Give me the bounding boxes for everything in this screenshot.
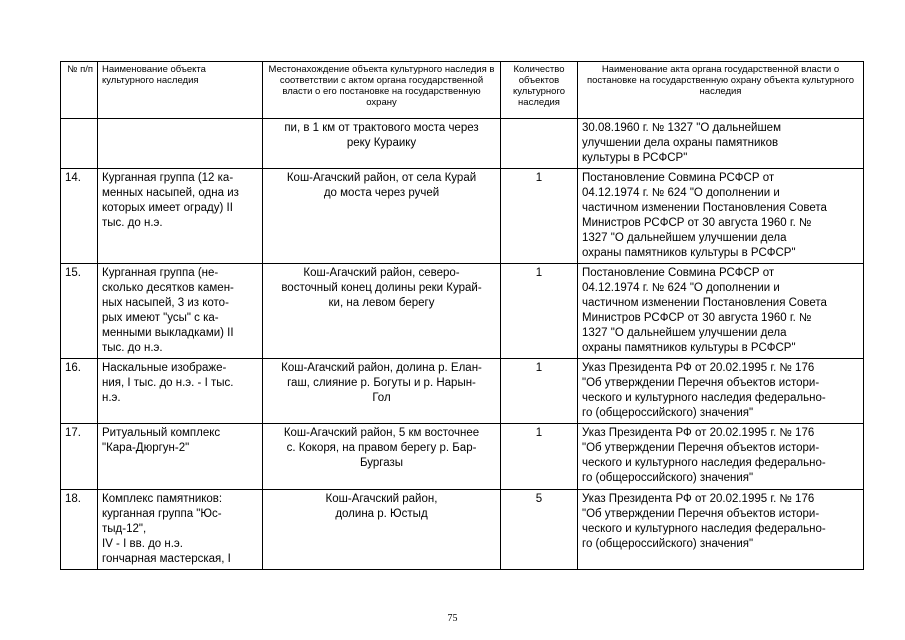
row-num: 16. bbox=[61, 359, 98, 424]
table-header-row bbox=[61, 62, 864, 119]
row-object-name: Комплекс памятников: курганная группа "Юс- тыд-12", IV - I вв. до н.э. гончарная мастерская, I bbox=[98, 490, 263, 570]
row-object-name: Наскальные изображе- ния, I тыс. до н.э. - I тыс. н.э. bbox=[98, 359, 263, 424]
page-number: 75 bbox=[447, 613, 458, 624]
row-num bbox=[61, 119, 98, 169]
table-row bbox=[61, 264, 864, 359]
row-object-name bbox=[98, 119, 263, 169]
table-row bbox=[61, 359, 864, 424]
row-object-count: 1 bbox=[501, 169, 578, 264]
row-num: 18. bbox=[61, 490, 98, 570]
table-row bbox=[61, 169, 864, 264]
header-num: № п/п bbox=[61, 62, 98, 119]
table-row bbox=[61, 424, 864, 490]
row-act-name: 30.08.1960 г. № 1327 "О дальнейшем улучшении дела охраны памятников культуры в РСФСР" bbox=[578, 119, 864, 169]
row-act-name: Указ Президента РФ от 20.02.1995 г. № 176 "Об утверждении Перечня объектов истори- ческого и культурного наследия федерально- го (общероссийского) значения" bbox=[578, 424, 864, 490]
row-location: Кош-Агачский район, 5 км восточнее с. Кокоря, на правом берегу р. Бар- Бургазы bbox=[263, 424, 501, 490]
table-row bbox=[61, 119, 864, 169]
row-object-name: Курганная группа (не- сколько десятков камен- ных насыпей, 3 из кото- рых имеют "усы" с ка- менными выкладками) II тыс. до н.э. bbox=[98, 264, 263, 359]
row-num: 15. bbox=[61, 264, 98, 359]
row-num: 17. bbox=[61, 424, 98, 490]
table-row bbox=[61, 490, 864, 570]
row-act-name: Постановление Совмина РСФСР от 04.12.1974 г. № 624 "О дополнении и частичном изменении Постановления Совета Министров РСФСР от 30 августа 1960 г. № 1327 "О дальнейшем улучшении дела охраны памятников культуры в РСФСР" bbox=[578, 169, 864, 264]
row-location: Кош-Агачский район, долина р. Юстыд bbox=[263, 490, 501, 570]
row-act-name: Постановление Совмина РСФСР от 04.12.1974 г. № 624 "О дополнении и частичном изменении Постановления Совета Министров РСФСР от 30 августа 1960 г. № 1327 "О дальнейшем улучшении дела охраны памятников культуры в РСФСР" bbox=[578, 264, 864, 359]
row-num: 14. bbox=[61, 169, 98, 264]
row-object-name: Курганная группа (12 ка- менных насыпей, одна из которых имеет ограду) II тыс. до н.э. bbox=[98, 169, 263, 264]
row-act-name: Указ Президента РФ от 20.02.1995 г. № 176 "Об утверждении Перечня объектов истори- ческого и культурного наследия федерально- го (общероссийского) значения" bbox=[578, 359, 864, 424]
row-object-name: Ритуальный комплекс "Кара-Дюргун-2" bbox=[98, 424, 263, 490]
row-object-count bbox=[501, 119, 578, 169]
header-object-count: Количество объектов культурного наследия bbox=[501, 62, 578, 119]
heritage-registry-table bbox=[60, 61, 864, 570]
header-location: Местонахождение объекта культурного наследия в соответствии с актом органа государственной власти о его постановке на государственную охрану bbox=[263, 62, 501, 119]
header-act-name: Наименование акта органа государственной власти о постановке на государственную охрану объекта культурного наследия bbox=[578, 62, 864, 119]
row-object-count: 5 bbox=[501, 490, 578, 570]
row-location: пи, в 1 км от трактового моста через реку Кураику bbox=[263, 119, 501, 169]
header-object-name: Наименование объекта культурного наследия bbox=[98, 62, 263, 119]
row-location: Кош-Агачский район, от села Курай до моста через ручей bbox=[263, 169, 501, 264]
row-act-name: Указ Президента РФ от 20.02.1995 г. № 176 "Об утверждении Перечня объектов истори- ческого и культурного наследия федерально- го (общероссийского) значения" bbox=[578, 490, 864, 570]
row-object-count: 1 bbox=[501, 424, 578, 490]
row-object-count: 1 bbox=[501, 359, 578, 424]
row-location: Кош-Агачский район, долина р. Елан- гаш, слияние р. Богуты и р. Нарын- Гол bbox=[263, 359, 501, 424]
row-object-count: 1 bbox=[501, 264, 578, 359]
row-location: Кош-Агачский район, северо- восточный конец долины реки Курай- ки, на левом берегу bbox=[263, 264, 501, 359]
